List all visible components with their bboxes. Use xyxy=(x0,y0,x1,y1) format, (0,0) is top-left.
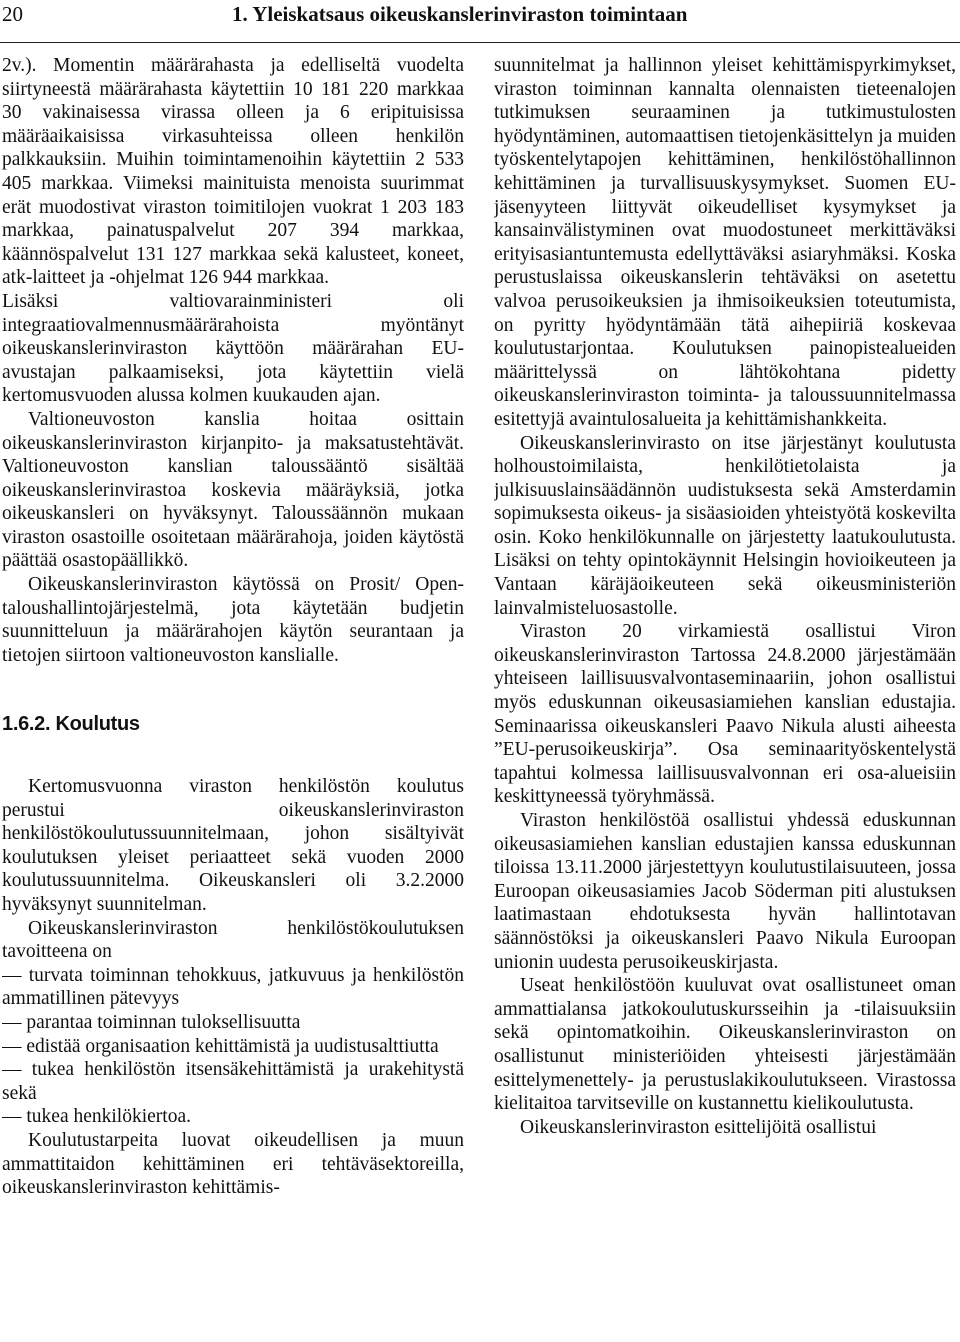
section-title: 1.6.2. Koulutus xyxy=(2,713,140,736)
list-item: — tukea henkilökiertoa. xyxy=(2,1106,191,1128)
page-header xyxy=(0,0,960,43)
paragraph: Kertomusvuonna viraston henkilöstön koulutus perustui oikeuskanslerinviraston henkilöstökoulutussuunnitelmaan, johon sisältyivät koulutuksen yleiset periaatteet sekä vuoden 2000 koulutussuunnitelma. Oikeuskansleri oli 3.2.2000 hyväksynyt suunnitelman. xyxy=(2,776,464,915)
list-item: — turvata toiminnan tehokkuus, jatkuvuus ja henkilöstön ammatillinen pätevyys xyxy=(2,964,464,1010)
paragraph: Oikeuskanslerinviraston esittelijöitä osallistui xyxy=(520,1116,877,1138)
paragraph: Koulutustarpeita luovat oikeudellisen ja muun ammattitaidon kehittäminen eri tehtäväsektoreilla, oikeuskanslerinviraston kehittämis- xyxy=(2,1129,464,1199)
page-number: 20 xyxy=(2,2,23,26)
paragraph: Useat henkilöstöön kuuluvat ovat osallistuneet oman ammattialansa jatkokoulutuskursseihin ja -tilaisuuksiin sekä opintomatkoihin. Oikeuskanslerinviraston on osallistunut ministeriöiden yhteisesti järjestämään esittelymenettely- ja perustuslakikoulutukseen. Virastossa kielitaitoa tarvitseville on kustannettu kielikoulutusta. xyxy=(494,975,956,1115)
left-column xyxy=(2,54,464,1342)
paragraph: Oikeuskanslerinviraston henkilöstökoulutuksen tavoitteena on xyxy=(2,917,464,963)
paragraph: Oikeuskanslerinviraston käytössä on Prosit/ Open- taloushallintojärjestelmä, jota käytetään budjetin suunnitteluun ja määrärahojen käytön seurantaan ja tietojen siirtoon valtioneuvoston kanslialle. xyxy=(2,574,464,666)
paragraph: Lisäksi valtiovarainministeri oli integraatiovalmennusmäärärahoista myöntänyt oikeuskanslerinviraston käyttöön määrärahan EU-avustajan palkaamiseksi, jota käytettiin vielä kertomusvuoden alussa kolmen kuukauden ajan. xyxy=(2,290,464,407)
right-column xyxy=(494,54,956,1342)
paragraph: Valtioneuvoston kanslia hoitaa osittain oikeuskanslerinviraston kirjanpito- ja maksatustehtävät. Valtioneuvoston kanslian taloussääntö sisältää oikeuskanslerinvirastoa koskevia määräyksiä, jotka oikeuskansleri on hyväksynyt. Taloussäännön mukaan viraston osastoille osoitetaan määrärahoja, joiden käytöstä päättää osastopäällikkö. xyxy=(2,408,464,572)
list-item: — edistää organisaation kehittämistä ja uudistusalttiutta xyxy=(2,1035,439,1057)
list-item: — tukea henkilöstön itsensäkehittämistä ja urakehitystä sekä xyxy=(2,1059,464,1104)
paragraph: 2v.). Momentin määrärahasta ja edelliseltä vuodelta siirtyneestä määrärahasta käytettiin 10 181 220 markkaa 30 vakinaisessa virassa olleen ja 6 eripituisissa määräaikaisissa virkasuhteissa olleen henkilön palkkauksiin. Muihin toimintamenoihin käytettiin 2 533 405 markkaa. Viimeksi mainituista menoista suurimmat erät muodostivat viraston toimitilojen vuokrat 1 203 183 markkaa, painatuspalvelut 207 394 markkaa, käännöspalvelut 131 127 markkaa sekä kalusteet, koneet, atk-laitteet ja -ohjelmat 126 944 markkaa. xyxy=(2,55,464,289)
paragraph: Viraston henkilöstöä osallistui yhdessä eduskunnan oikeusasiamiehen kanslian edustajien kanssa eduskunnan tiloissa 13.11.2000 järjestettyyn koulutustilaisuuteen, jossa Euroopan oikeusasiamies Jacob Söderman piti alustuksen laatimastaan ehdotuksesta hyvän hallintotavan säännöstöksi ja oikeuskansleri Paavo Nikula Euroopan unionin uudesta perusoikeuskirjasta. xyxy=(494,810,956,973)
paragraph: Oikeuskanslerinvirasto on itse järjestänyt koulutusta holhoustoimilaista, henkilötietolaista ja julkisuuslainsäädännön uudistuksesta sekä Amsterdamin sopimuksesta oikeus- ja sisäasioiden yhteistyötä koskevilta osin. Koko henkilökunnalle on järjestetty laatukoulutusta. Lisäksi on tehty opintokäynnit Helsingin hovioikeuteen ja Vantaan käräjäoikeuteen sekä oikeusministeriön lainvalmisteluosastolle. xyxy=(494,432,956,619)
running-title: 1. Yleiskatsaus oikeuskanslerinviraston toimintaan xyxy=(232,2,688,26)
list-item: — parantaa toiminnan tuloksellisuutta xyxy=(2,1011,301,1033)
paragraph: Viraston 20 virkamiestä osallistui Viron oikeuskanslerinviraston Tartossa 24.8.2000 järjestämään yhteiseen laillisuusvalvontaseminaariin, johon osallistui myös eduskunnan oikeusasiamiehen kanslian edustajia. Seminaarissa oikeuskansleri Paavo Nikula alusti aiheesta ”EU-perusoikeuskirja”. Osa seminaarityöskentelystä tapahtui kolmessa laillisuusvalvonnan eri osa-alueisiin keskittyneessä työryhmässä. xyxy=(494,621,956,808)
paragraph: suunnitelmat ja hallinnon yleiset kehittämispyrkimykset, viraston toiminnan kannalta olennaisten tieteenalojen tutkimuksen seuraaminen ja tutkimustulosten hyödyntäminen, automaattisen tietojenkäsittelyn ja muiden työskentelytapojen kehittäminen, henkilöstöhallinnon kehittäminen ja turvallisuuskysymykset. Suomen EU-jäsenyyteen liittyvät oikeudelliset kysymykset ja kansainvälistyminen ovat muodostuneet merkittäväksi erityisasiantuntemusta edellyttäväksi asiaryhmäksi. Koska perustuslaissa oikeuskanslerin tehtäväksi on asetettu valvoa perusoikeuksien ja ihmisoikeuksien toteutumista, on pyritty hyödyntämään tätä aihepiiriä koskevaa koulutustarjontaa. Koulutuksen painopistealueiden määrittelyssä on lähtökohtana pidetty oikeuskanslerinviraston toiminta- ja taloussuunnitelmassa esitettyjä avaintulosalueita ja kehittämishankkeita. xyxy=(494,55,956,430)
